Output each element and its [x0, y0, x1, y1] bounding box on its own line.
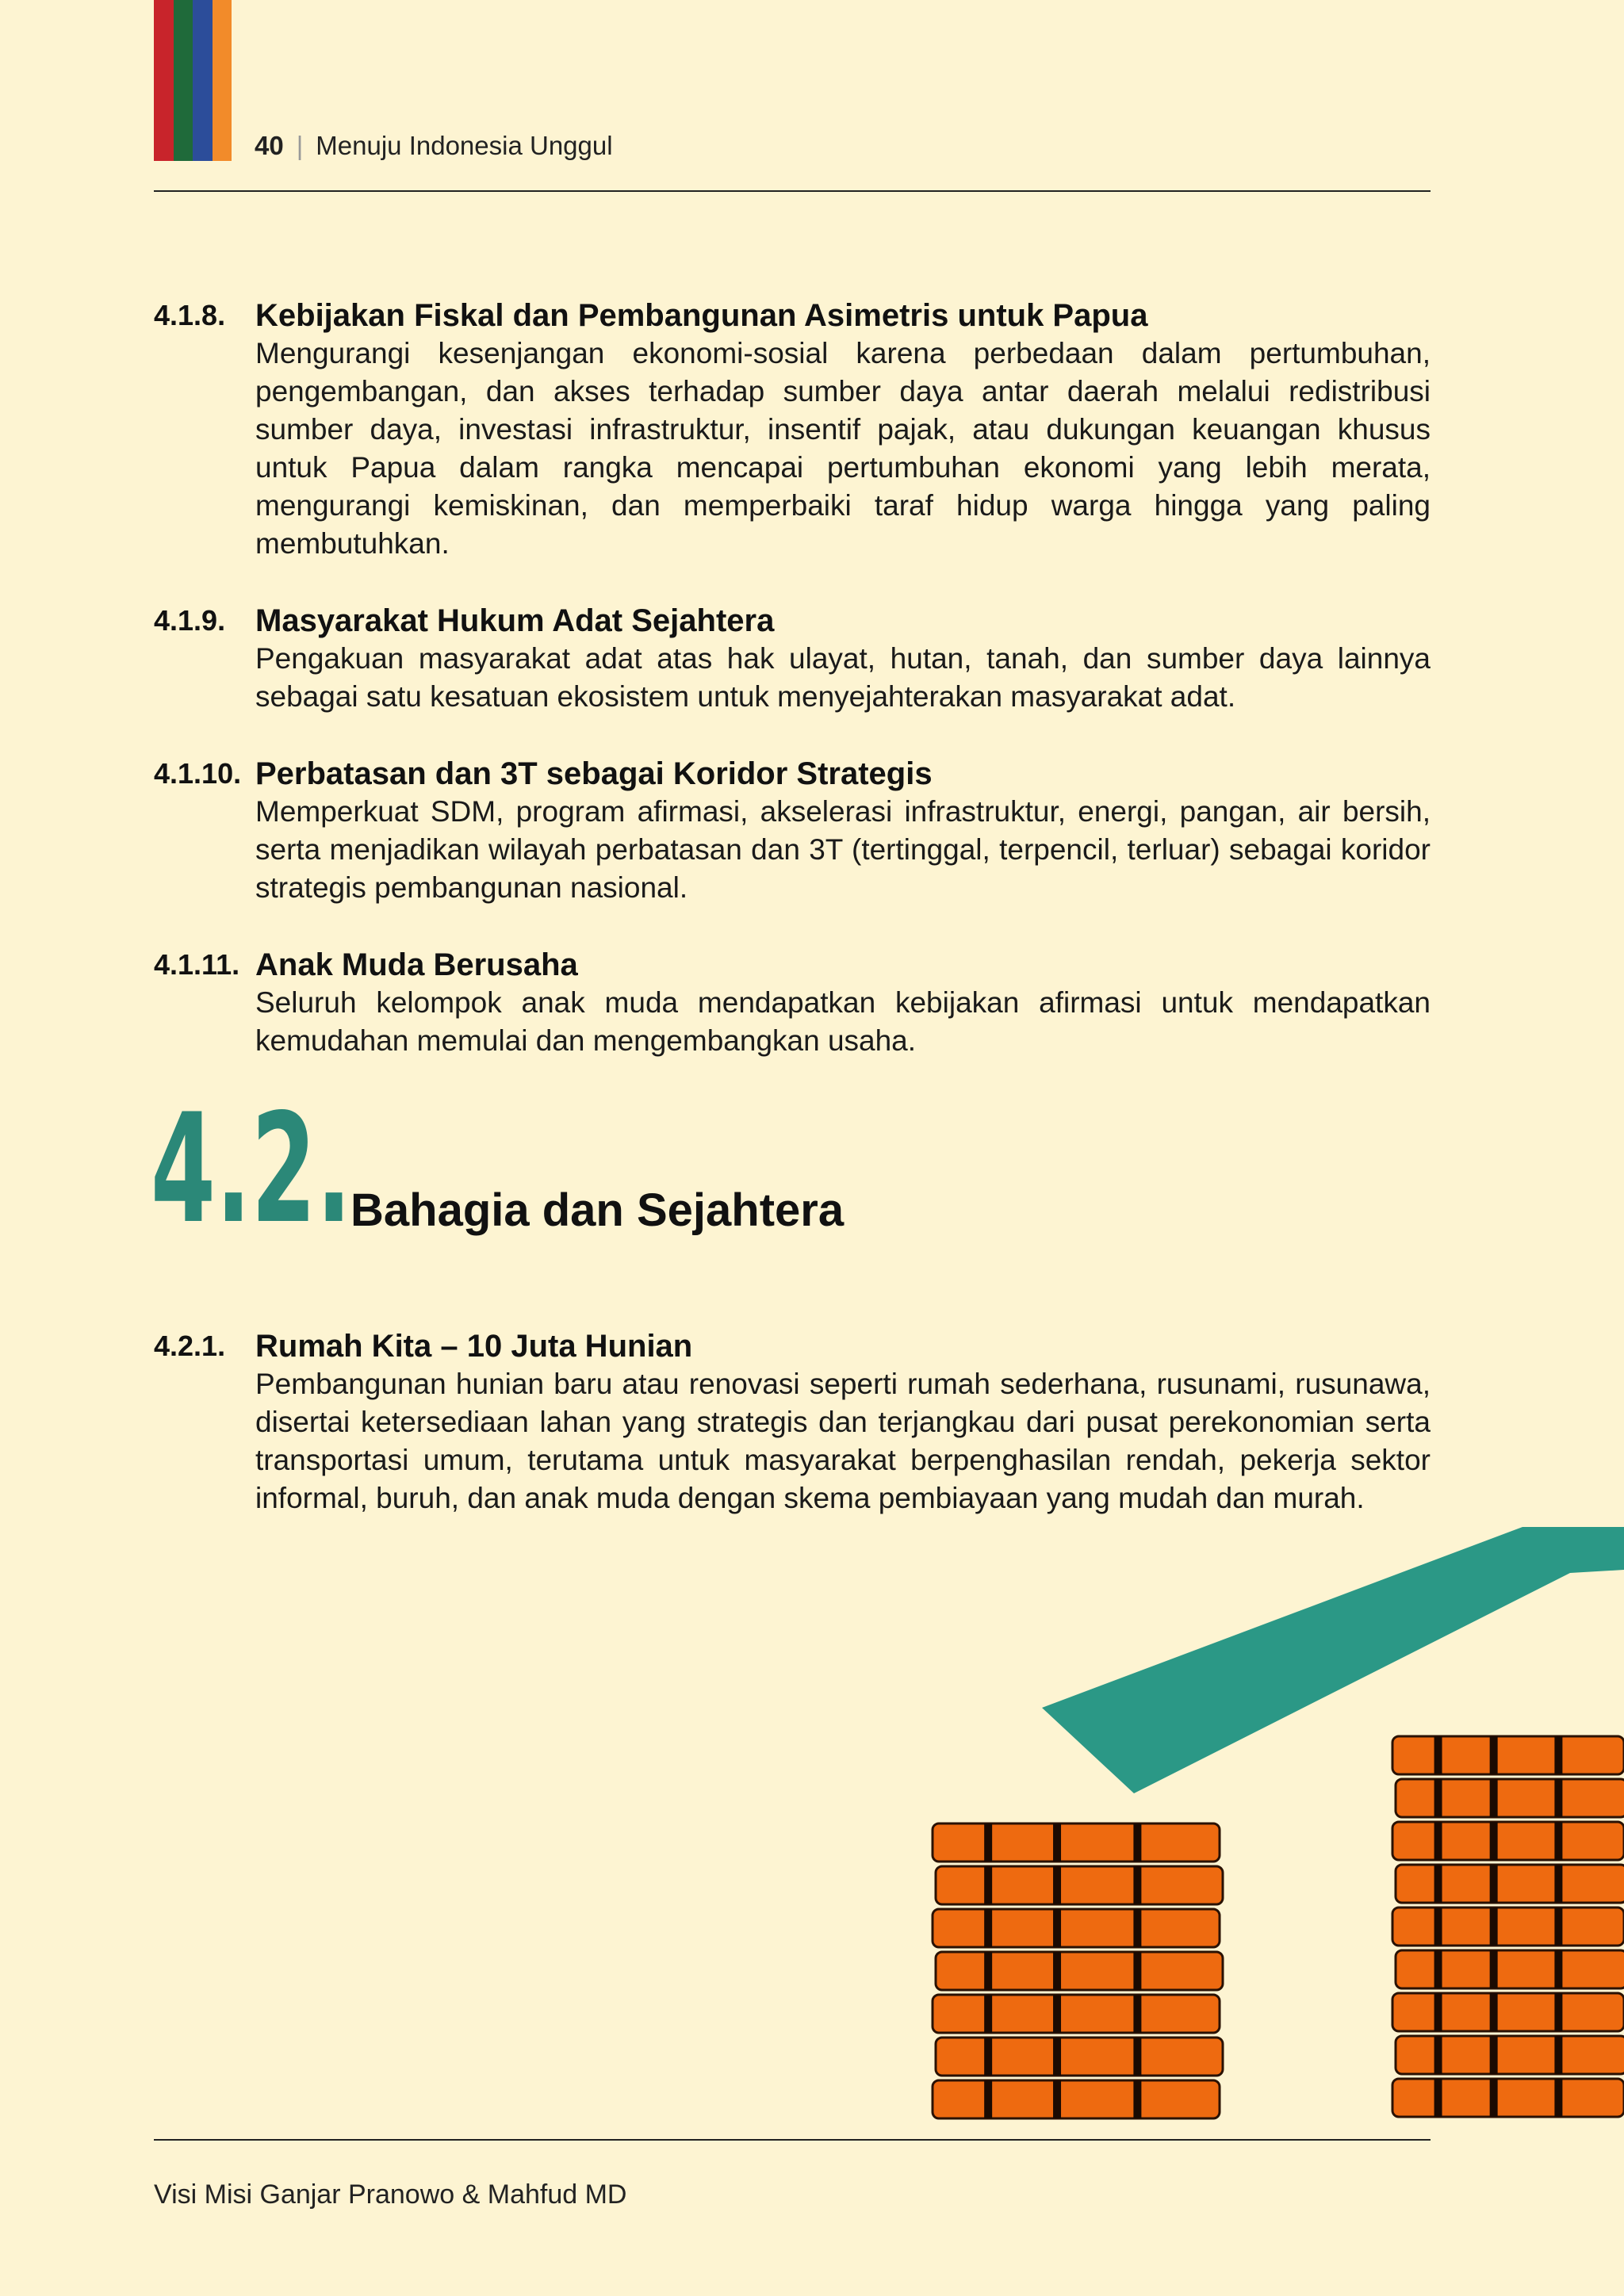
coin-groove [1490, 1736, 1498, 1774]
coin-groove [1490, 1908, 1498, 1946]
header-title: Menuju Indonesia Unggul [316, 131, 613, 160]
coin-groove [1133, 1823, 1141, 1862]
section-body: Memperkuat SDM, program afirmasi, akselerasi infrastruktur, energi, pangan, air bersih, serta menjadikan wilayah perbatasan dan 3T (tertinggal, terpencil, terluar) sebagai koridor strategis pembangunan nasional. [255, 795, 1431, 904]
section-heading [154, 1327, 1431, 1365]
coin-groove [1434, 1950, 1442, 1988]
coin [936, 2038, 1223, 2076]
coin-groove [1554, 1736, 1562, 1774]
section-heading [154, 297, 1431, 335]
coin-groove [1434, 2079, 1442, 2117]
page-number: 40 [255, 131, 284, 160]
section-title: Masyarakat Hukum Adat Sejahtera [255, 603, 775, 638]
coin [933, 1909, 1220, 1947]
coin [933, 1995, 1220, 2033]
coin [1396, 1779, 1624, 1817]
stripe-blue [193, 0, 213, 161]
coin-groove [1053, 2038, 1061, 2076]
coin-groove [1490, 1779, 1498, 1817]
coin-groove [984, 1995, 992, 2033]
coin-groove [1490, 1950, 1498, 1988]
coin-groove [1053, 1995, 1061, 2033]
coin-groove [1554, 2079, 1562, 2117]
coin [936, 1952, 1223, 1990]
coin-groove [984, 2080, 992, 2118]
coin-groove [1053, 2080, 1061, 2118]
section-heading [154, 602, 1431, 640]
coin-groove [1053, 1823, 1061, 1862]
stripe-orange [213, 0, 232, 161]
coin-groove [1133, 1866, 1141, 1904]
section-4-2-1 [154, 1327, 1431, 1517]
section-title: Perbatasan dan 3T sebagai Koridor Strategis [255, 756, 933, 791]
coin-groove [1554, 1950, 1562, 1988]
coin [1396, 2036, 1624, 2074]
section-number: 4.1.8. [154, 299, 226, 331]
coin-groove [1434, 1779, 1442, 1817]
coin-groove [984, 1866, 992, 1904]
chapter-heading [151, 1081, 845, 1257]
coin-groove [1133, 1909, 1141, 1947]
header-rule [154, 190, 1431, 192]
coin [1392, 1993, 1624, 2031]
stripe-green [174, 0, 193, 161]
section-number: 4.2.1. [154, 1330, 226, 1362]
section-body: Seluruh kelompok anak muda mendapatkan kebijakan afirmasi untuk mendapatkan kemudahan memulai dan mengembangkan usaha. [255, 986, 1431, 1057]
coin-groove [1490, 1865, 1498, 1903]
section-4-1-8 [154, 297, 1431, 563]
section-title: Anak Muda Berusaha [255, 947, 578, 982]
coin-groove [1434, 2036, 1442, 2074]
coin-groove [1490, 1993, 1498, 2031]
coin-groove [1554, 1865, 1562, 1903]
section-4-1-11 [154, 946, 1431, 1060]
coin-groove [1053, 1952, 1061, 1990]
footer-text: Visi Misi Ganjar Pranowo & Mahfud MD [154, 2179, 627, 2210]
section-body: Pembangunan hunian baru atau renovasi seperti rumah sederhana, rusunami, rusunawa, disertai ketersediaan lahan yang strategis dan terjangkau dari pusat perekonomian serta transportasi umum, terutama untuk masyarakat berpenghasilan rendah, pekerja sektor informal, buruh, dan anak muda dengan skema pembiayaan yang mudah dan murah. [255, 1368, 1431, 1514]
footer-rule [154, 2139, 1431, 2141]
coin [1392, 1908, 1624, 1946]
coin-groove [1133, 2038, 1141, 2076]
coin-groove [984, 1952, 992, 1990]
chapter-title: Bahagia dan Sejahtera [350, 1184, 845, 1236]
coin [933, 2080, 1220, 2118]
coin-groove [1554, 2036, 1562, 2074]
coin-groove [1554, 1908, 1562, 1946]
section-body: Mengurangi kesenjangan ekonomi-sosial karena perbedaan dalam pertumbuhan, pengembangan, dan akses terhadap sumber daya antar daerah melalui redistribusi sumber daya, investasi infrastruktur, insentif pajak, atau dukungan keuangan khusus untuk Papua dalam rangka mencapai pertumbuhan ekonomi yang lebih merata, mengurangi kemiskinan, dan memperbaiki taraf hidup warga hingga yang paling membutuhkan. [255, 337, 1431, 560]
coin-groove [1554, 1779, 1562, 1817]
coin-groove [1053, 1909, 1061, 1947]
coin [1392, 2079, 1624, 2117]
growth-illustration [872, 1506, 1624, 2156]
coin-stack-icon [1392, 1736, 1624, 2117]
chapter-number: 4.2. [151, 1081, 352, 1257]
section-number: 4.1.10. [154, 757, 242, 790]
coin-groove [1434, 1993, 1442, 2031]
coin-groove [1554, 1822, 1562, 1860]
coin-groove [1434, 1822, 1442, 1860]
coin-groove [1490, 1822, 1498, 1860]
coin-groove [1490, 2079, 1498, 2117]
coin-groove [984, 2038, 992, 2076]
section-body: Pengakuan masyarakat adat atas hak ulayat, hutan, tanah, dan sumber daya lainnya sebagai satu kesatuan ekosistem untuk menyejahterakan masyarakat adat. [255, 642, 1431, 713]
section-number: 4.1.9. [154, 604, 226, 637]
coin-groove [1053, 1866, 1061, 1904]
coin-groove [1133, 2080, 1141, 2118]
coin [1396, 1950, 1624, 1988]
coin-groove [1434, 1865, 1442, 1903]
stripe-red [154, 0, 174, 161]
coin-groove [1434, 1736, 1442, 1774]
section-heading [154, 755, 1431, 793]
coin [1396, 1865, 1624, 1903]
section-4-1-9 [154, 602, 1431, 716]
coin [936, 1866, 1223, 1904]
coin-groove [1133, 1995, 1141, 2033]
coin-stack-icon [933, 1823, 1223, 2118]
coin-groove [1490, 2036, 1498, 2074]
coin-groove [1434, 1908, 1442, 1946]
running-header [255, 127, 613, 165]
coin-groove [1554, 1993, 1562, 2031]
section-title: Kebijakan Fiskal dan Pembangunan Asimetris untuk Papua [255, 298, 1148, 333]
coin [933, 1823, 1220, 1862]
coin [1392, 1822, 1624, 1860]
color-stripes [154, 0, 232, 161]
coin-groove [984, 1909, 992, 1947]
coin [1392, 1736, 1624, 1774]
section-4-1-10 [154, 755, 1431, 907]
coin-groove [1133, 1952, 1141, 1990]
section-title: Rumah Kita – 10 Juta Hunian [255, 1329, 693, 1364]
header-separator: | [296, 131, 304, 160]
section-heading [154, 946, 1431, 984]
section-number: 4.1.11. [154, 948, 240, 981]
coin-groove [984, 1823, 992, 1862]
